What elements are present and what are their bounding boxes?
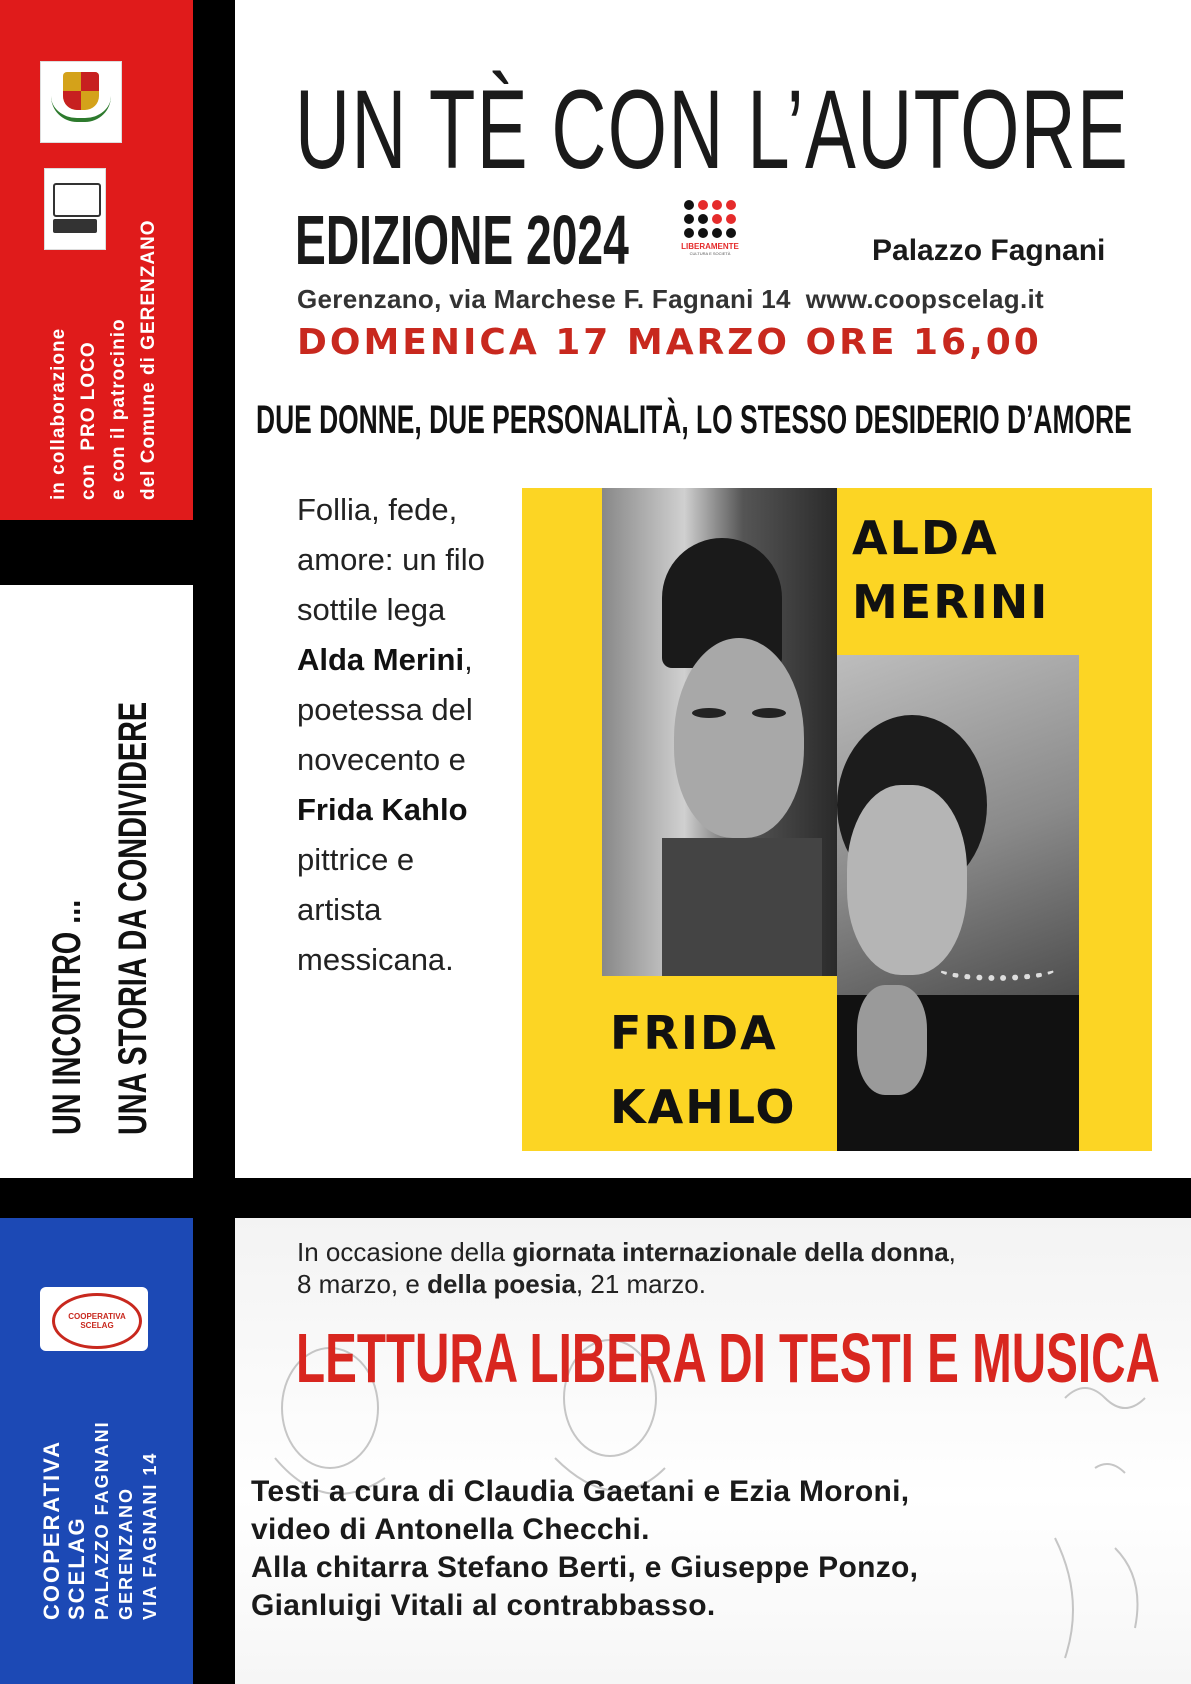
subtitle: DUE DONNE, DUE PERSONALITÀ, LO STESSO DESIDERIO D’AMORE	[256, 398, 1132, 442]
credits-line-2: video di Antonella Checchi.	[251, 1513, 650, 1546]
page-title: UN TÈ CON L’AUTORE	[295, 67, 1130, 192]
slogan-line-2: UNA STORIA DA CONDIVIDERE	[111, 701, 155, 1135]
occasion-text: In occasione della giornata internazionale della donna, 8 marzo, e della poesia, 21 marzo.	[297, 1237, 956, 1299]
frida-kahlo-photo	[602, 488, 837, 976]
frida-kahlo-label: FRIDA KAHLO	[610, 1006, 797, 1134]
alda-merini-label: ALDA MERINI	[852, 511, 1050, 629]
edition-label: EDIZIONE 2024	[295, 201, 629, 279]
gerenzano-crest-logo	[40, 61, 122, 143]
credits-line-3: Alla chitarra Stefano Berti, e Giuseppe Ponzo,	[251, 1551, 919, 1584]
horizontal-black-band	[235, 1178, 1191, 1218]
liberamente-logo: LIBERAMENTE CULTURA E SOCIETÀ	[678, 200, 742, 270]
slogan-line-1: UN INCONTRO ...	[45, 899, 89, 1135]
address: Gerenzano, via Marchese F. Fagnani 14	[297, 284, 791, 314]
coop-address-text: COOPERATIVA SCELAG PALAZZO FAGNANI GERENZANO VIA FAGNANI 14	[39, 1420, 160, 1620]
alda-merini-name: Alda Merini	[297, 642, 465, 677]
credits-line-4: Gianluigi Vitali al contrabbasso.	[251, 1589, 716, 1622]
collaboration-text: in collaborazione con PRO LOCO e con il patrocinio del Comune di GERENZANO	[48, 219, 159, 500]
vertical-slogan	[34, 533, 166, 1135]
frida-kahlo-name: Frida Kahlo	[297, 792, 468, 827]
intro-paragraph: Follia, fede, amore: un filo sottile lega Alda Merini, poetessa del novecento e Frida Kahlo pittrice e artista messicana.	[297, 492, 485, 977]
credits-block	[251, 1473, 918, 1625]
alda-merini-photo	[837, 655, 1079, 1151]
venue-name: Palazzo Fagnani	[872, 234, 1106, 267]
coop-scelag-logo: COOPERATIVA SCELAG	[40, 1287, 148, 1351]
website-link[interactable]: www.coopscelag.it	[805, 284, 1044, 314]
credits-line-1: Testi a cura di Claudia Gaetani e Ezia Moroni,	[251, 1475, 910, 1508]
event-title: LETTURA LIBERA DI TESTI E MUSICA	[296, 1319, 1160, 1397]
event-date: DOMENICA 17 MARZO ORE 16,00	[297, 322, 1042, 363]
address-line	[297, 284, 1044, 315]
